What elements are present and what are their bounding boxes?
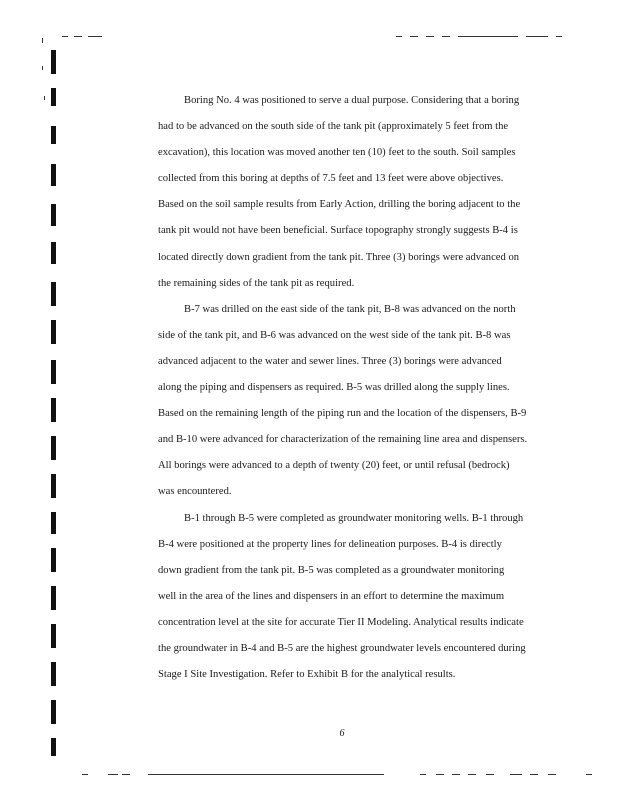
scan-mark	[556, 36, 562, 37]
binding-bar	[51, 88, 56, 106]
scan-mark	[442, 36, 450, 37]
text-line: B-1 through B-5 were completed as groundwater monitoring wells. B-1 through	[184, 512, 524, 524]
text-line: collected from this boring at depths of 7.5 feet and 13 feet were above objectives.	[158, 173, 504, 185]
scan-mark	[510, 774, 522, 775]
text-line: Based on the soil sample results from Early Action, drilling the boring adjacent to the	[158, 199, 521, 211]
scan-mark	[436, 774, 444, 775]
binding-bar	[51, 164, 56, 186]
scan-mark	[548, 774, 556, 775]
scan-mark	[74, 36, 82, 37]
text-line: located directly down gradient from the tank pit. Three (3) borings were advanced on	[158, 251, 520, 263]
binding-bar	[51, 360, 56, 384]
binding-bar	[51, 700, 56, 724]
scan-mark	[88, 36, 102, 37]
binding-bar	[51, 512, 56, 534]
binding-bar	[51, 624, 56, 648]
text-line: was encountered.	[158, 486, 232, 498]
text-line: well in the area of the lines and dispensers in an effort to determine the maximum	[158, 590, 505, 602]
binding-bar	[51, 204, 56, 226]
text-line: Boring No. 4 was positioned to serve a dual purpose. Considering that a boring	[184, 95, 520, 106]
binding-bar	[51, 126, 56, 144]
text-line: B-7 was drilled on the east side of the tank pit, B-8 was advanced on the north	[184, 303, 516, 315]
scan-mark	[44, 96, 45, 100]
paragraph	[158, 88, 562, 297]
text-line: side of the tank pit, and B-6 was advanced on the west side of the tank pit. B-8 was	[158, 329, 511, 341]
text-line: and B-10 were advanced for characterization of the remaining line area and dispensers.	[158, 434, 528, 446]
scan-mark	[122, 774, 130, 775]
binding-bar	[51, 398, 56, 422]
scan-mark	[526, 36, 548, 37]
binding-bar	[51, 320, 56, 344]
text-line: the remaining sides of the tank pit as required.	[158, 277, 355, 289]
scan-mark	[468, 774, 476, 775]
scan-mark	[396, 36, 402, 37]
document-body	[158, 88, 562, 688]
text-line: Stage I Site Investigation. Refer to Exhibit B for the analytical results.	[158, 669, 456, 681]
binding-bar	[51, 662, 56, 686]
scan-mark	[458, 36, 518, 37]
scan-mark	[452, 774, 460, 775]
text-line: advanced adjacent to the water and sewer lines. Three (3) borings were advanced	[158, 355, 502, 367]
binding-bar	[51, 738, 56, 756]
scan-mark	[586, 774, 592, 775]
text-line: Based on the remaining length of the piping run and the location of the dispensers, B-9	[158, 408, 527, 420]
binding-bar	[51, 242, 56, 264]
scan-mark	[42, 66, 43, 70]
scan-mark	[486, 774, 494, 775]
binding-bar	[51, 586, 56, 610]
binding-bar	[51, 50, 56, 74]
scan-mark	[410, 36, 418, 37]
scan-mark	[62, 36, 68, 37]
text-line: down gradient from the tank pit. B-5 was completed as a groundwater monitoring	[158, 564, 505, 576]
scan-mark	[420, 774, 426, 775]
paragraph	[158, 297, 562, 506]
scan-mark	[82, 774, 88, 775]
scan-mark	[426, 36, 434, 37]
scan-mark	[108, 774, 118, 775]
binding-bar	[51, 436, 56, 460]
text-line: B-4 were positioned at the property lines for delineation purposes. B-4 is directly	[158, 538, 502, 550]
text-line: concentration level at the site for accurate Tier II Modeling. Analytical results indicate	[158, 616, 524, 628]
text-line: excavation), this location was moved another ten (10) feet to the south. Soil samples	[158, 147, 516, 159]
scan-mark	[42, 38, 43, 43]
scan-mark	[530, 774, 538, 775]
text-line: All borings were advanced to a depth of twenty (20) feet, or until refusal (bedrock)	[158, 460, 510, 472]
text-line: the groundwater in B-4 and B-5 are the highest groundwater levels encountered during	[158, 642, 526, 654]
paragraph	[158, 506, 562, 689]
binding-bar	[51, 282, 56, 306]
text-line: along the piping and dispensers as required. B-5 was drilled along the supply lines.	[158, 382, 510, 394]
scan-mark	[148, 774, 384, 775]
binding-bar	[51, 548, 56, 572]
binding-bar	[51, 474, 56, 498]
text-line: tank pit would not have been beneficial. Surface topography strongly suggests B-4 is	[158, 225, 518, 237]
text-line: had to be advanced on the south side of the tank pit (approximately 5 feet from the	[158, 121, 509, 133]
page-number: 6	[339, 728, 345, 739]
